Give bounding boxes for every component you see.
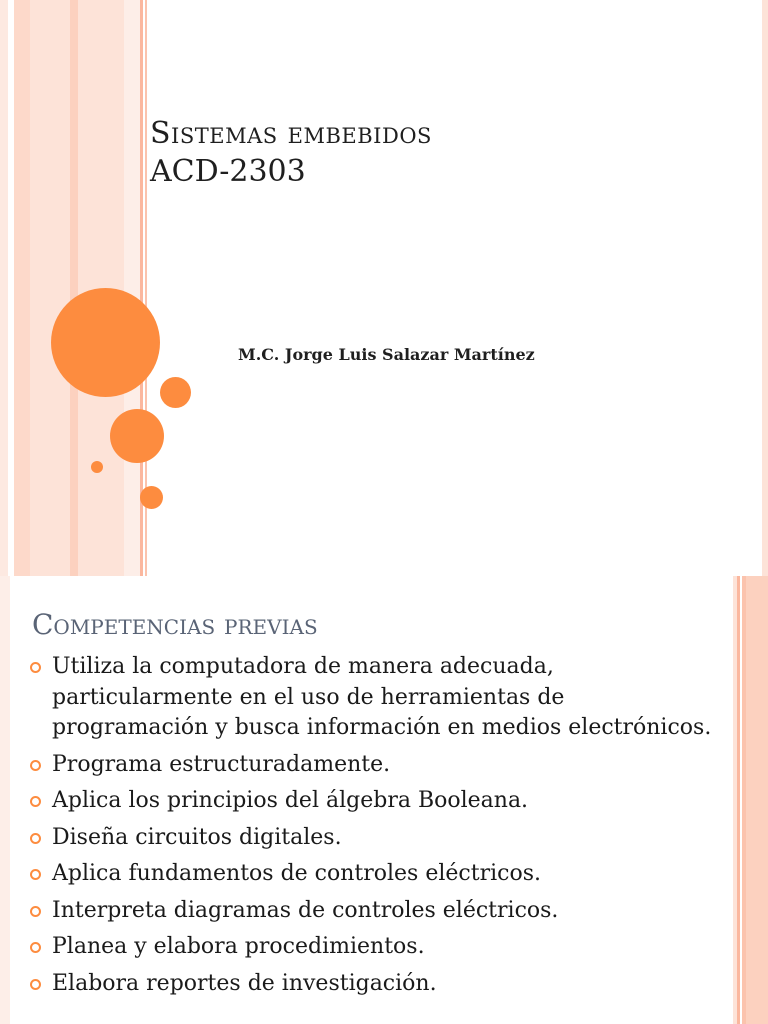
bullet-ring-icon [30, 942, 41, 953]
author-name: M.C. Jorge Luis Salazar Martínez [238, 345, 535, 364]
decorative-circle-small [160, 377, 191, 408]
decorative-band [14, 0, 30, 576]
decorative-circle-medium [110, 409, 164, 463]
list-item [30, 896, 720, 927]
list-item-text: Aplica los principios del álgebra Booleana. [52, 788, 529, 813]
decorative-circle-small [140, 486, 163, 509]
content-slide [0, 576, 768, 1024]
bullet-ring-icon [30, 662, 41, 673]
list-item [30, 652, 720, 744]
list-item-text: Planea y elabora procedimientos. [52, 934, 425, 959]
decorative-band [762, 0, 768, 576]
title-line-2: ACD-2303 [150, 154, 306, 189]
decorative-band [30, 0, 70, 576]
list-item-text: Interpreta diagramas de controles eléctricos. [52, 897, 559, 923]
list-item [30, 786, 720, 817]
list-item-text: Elabora reportes de investigación. [52, 970, 437, 996]
bullet-ring-icon [30, 833, 41, 844]
decorative-band [0, 0, 8, 576]
list-item [30, 932, 720, 963]
decorative-band [124, 0, 140, 576]
decorative-band [70, 0, 78, 576]
list-item-text: Aplica fundamentos de controles eléctricos. [52, 861, 541, 886]
list-item [30, 859, 720, 890]
competencies-list [30, 652, 720, 1005]
decorative-circle-tiny [91, 461, 103, 473]
bullet-ring-icon [30, 796, 41, 807]
list-item [30, 969, 720, 1000]
list-item-text: Programa estructuradamente. [52, 751, 391, 777]
bullet-ring-icon [30, 760, 41, 771]
list-item-text: Utiliza la computadora de manera adecuada, particularmente en el uso de herramientas de programación y busca información en medios electrónicos. [52, 654, 712, 740]
slide-title [150, 116, 750, 192]
bullet-ring-icon [30, 906, 41, 917]
bullet-ring-icon [30, 979, 41, 990]
list-item-text: Diseña circuitos digitales. [52, 824, 342, 850]
decorative-circle-large [51, 288, 160, 397]
list-item [30, 750, 720, 781]
list-item [30, 823, 720, 854]
title-line-1: Sistemas embebidos [150, 116, 432, 151]
decorative-band [0, 576, 10, 1024]
section-title: Competencias previas [32, 608, 318, 641]
decorative-band [746, 576, 768, 1024]
bullet-ring-icon [30, 869, 41, 880]
